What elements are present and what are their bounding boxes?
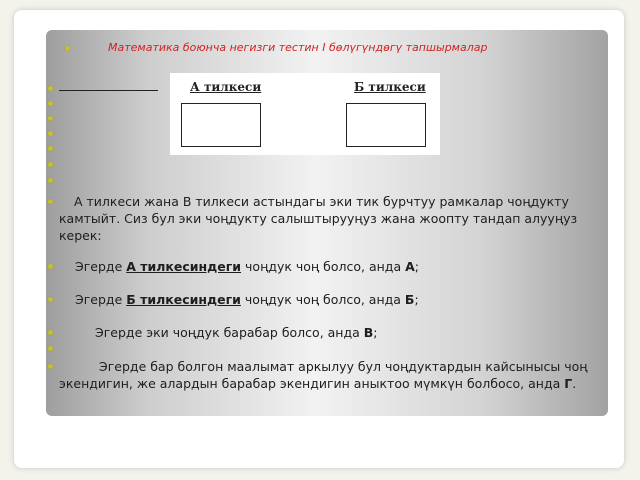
bullet-icon [48, 116, 53, 121]
option-v-answer: В [363, 325, 374, 340]
option-a-answer: А [405, 259, 415, 274]
bullet-icon [48, 131, 53, 136]
option-a-text [75, 258, 625, 275]
option-g-text [59, 358, 609, 392]
option-b-middle: чоңдук чоң болсо, анда [240, 292, 405, 307]
slide-title: Математика боюнча негизги тестин I бөлүгүндөгү тапшырмалар [108, 41, 488, 54]
option-a-suffix: ; [414, 259, 419, 274]
bullet-icon [48, 146, 53, 151]
column-a-box [181, 103, 261, 147]
option-a-prefix: Эгерде [75, 259, 127, 274]
option-b-column: Б тилкесиндеги [126, 292, 241, 307]
bullet-icon [48, 162, 53, 167]
option-b-suffix: ; [414, 292, 419, 307]
intro-text [59, 193, 609, 244]
bullet-icon [48, 364, 53, 369]
bullet-icon [48, 101, 53, 106]
bullet-icon [48, 178, 53, 183]
bullet-icon [48, 330, 53, 335]
column-b-box [346, 103, 426, 147]
option-v-content: Эгерде эки чоңдук барабар болсо, анда [95, 325, 364, 340]
bullet-icon [48, 86, 53, 91]
bullet-icon [48, 297, 53, 302]
bullet-icon [48, 264, 53, 269]
option-g-content: Эгерде бар болгон маалымат аркылуу бул чоңдуктардын кайсынысы чоң экендигин, же алардын барабар экендигин аныктоо мүмкүн болбосо, анда [59, 359, 588, 391]
option-v-suffix: ; [373, 325, 378, 340]
option-v-text [95, 324, 640, 341]
option-g-suffix: . [572, 376, 577, 391]
column-b-label: Б тилкеси [354, 80, 426, 94]
option-b-text [75, 291, 625, 308]
bullet-icon [48, 199, 53, 204]
column-diagram [170, 73, 440, 155]
bullet-icon [48, 346, 53, 351]
blank-line [59, 90, 158, 91]
intro-text-content: А тилкеси жана В тилкеси астындагы эки тик бурчтуу рамкалар чоңдукту камтыйт. Сиз бул эки чоңдукту салыштырууңуз жана жоопту тандап алууңуз керек: [59, 194, 578, 243]
bullet-icon [65, 46, 70, 51]
option-a-column: А тилкесиндеги [126, 259, 242, 274]
option-b-prefix: Эгерде [75, 292, 127, 307]
option-a-middle: чоңдук чоң болсо, анда [241, 259, 406, 274]
option-b-answer: Б [404, 292, 415, 307]
option-g-answer: Г [564, 376, 573, 391]
column-a-label: А тилкеси [190, 80, 262, 94]
